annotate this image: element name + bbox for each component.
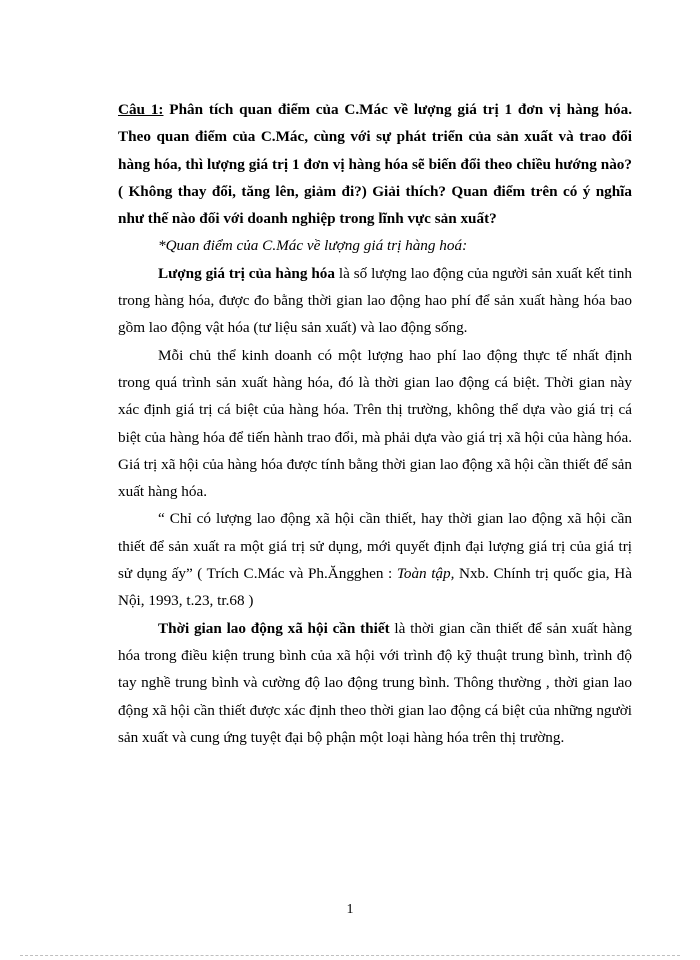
marx-quote-citation: Nxb. Chính trị quốc gia, Hà Nội, 1993, t.23, tr.68 ) <box>118 565 632 610</box>
term-value-amount: Lượng giá trị của hàng hóa <box>158 264 335 282</box>
paragraph-socially-necessary-time-text: là thời gian cần thiết để sản xuất hàng hóa trong điều kiện trung bình của xã hội với trình độ kỹ thuật trung bình, trình độ tay nghề trung bình và cường độ lao động trung bình. Thông thường , thời gian lao động xã hội cần thiết được xác định theo thời gian lao động cá biệt của những người sản xuất và cung ứng tuyệt đại bộ phận một loại hàng hóa trên thị trường. <box>118 619 632 746</box>
page-bottom-divider <box>20 955 680 956</box>
marx-quote <box>118 505 632 614</box>
question-label: Câu 1: <box>118 101 164 118</box>
paragraph-socially-necessary-time <box>118 615 632 751</box>
question-paragraph <box>118 96 632 232</box>
page-number: 1 <box>346 902 354 917</box>
document-body <box>118 96 632 751</box>
term-socially-necessary-time: Thời gian lao động xã hội cần thiết <box>158 619 390 637</box>
question-text: Phân tích quan điểm của C.Mác về lượng giá trị 1 đơn vị hàng hóa. Theo quan điểm của C.Mác, cùng với sự phát triển của sản xuất và trao đổi hàng hóa, thì lượng giá trị 1 đơn vị hàng hóa sẽ biến đổi theo chiều hướng nào? ( Không thay đổi, tăng lên, giảm đi?) Giải thích? Quan điểm trên có ý nghĩa như thế nào đối với doanh nghiệp trong lĩnh vực sản xuất? <box>118 101 632 228</box>
paragraph-value-definition-text: là số lượng lao động của người sản xuất kết tinh trong hàng hóa, được đo bằng thời gian lao động hao phí để sản xuất hàng hóa bao gồm lao động vật hóa (tư liệu sản xuất) và lao động sống. <box>118 264 632 337</box>
paragraph-value-definition <box>118 260 632 342</box>
marx-quote-text: “ Chỉ có lượng lao động xã hội cần thiết, hay thời gian lao động xã hội cần thiết để sản xuất ra một giá trị sử dụng, mới quyết định đại lượng giá trị của giá trị sử dụng ấy” ( Trích C.Mác và Ph.Ăngghen : <box>118 510 632 583</box>
paragraph-individual-labor-time: Mỗi chủ thể kinh doanh có một lượng hao phí lao động thực tế nhất định trong quá trình sản xuất hàng hóa, đó là thời gian lao động cá biệt. Thời gian này xác định giá trị cá biệt của hàng hóa. Trên thị trường, không thể dựa vào giá trị cá biệt của hàng hóa để tiến hành trao đổi, mà phải dựa vào giá trị xã hội của hàng hóa. Giá trị xã hội của hàng hóa được tính bằng thời gian lao động xã hội cần thiết để sản xuất hàng hóa. <box>118 346 632 501</box>
marx-quote-book-title: Toàn tập, <box>396 565 455 583</box>
section-heading: *Quan điểm của C.Mác về lượng giá trị hàng hoá: <box>158 237 468 255</box>
